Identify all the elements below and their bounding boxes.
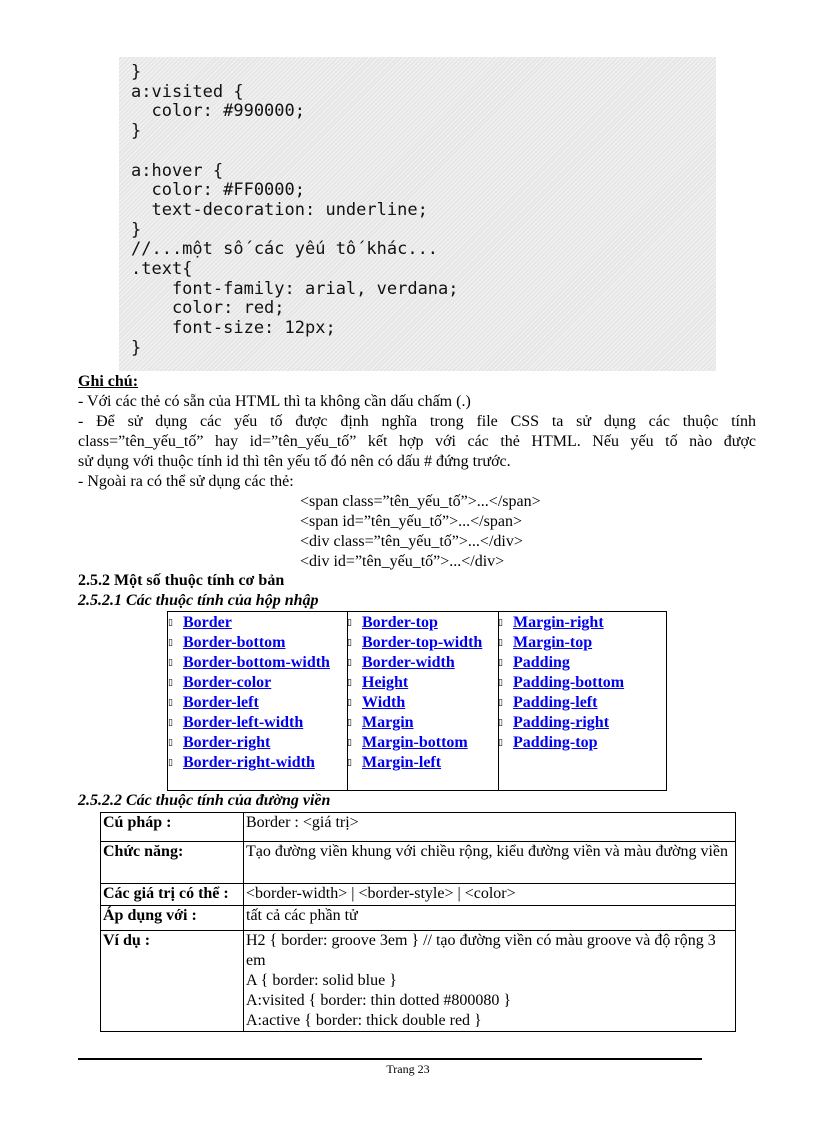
property-item — [498, 693, 597, 713]
property-link[interactable]: Border-bottom-width — [183, 654, 330, 671]
table-row — [101, 884, 736, 906]
row-label: Ví dụ : — [101, 931, 244, 1032]
row-label: Cú pháp : — [101, 813, 244, 842]
bullet-icon: ▯ — [347, 618, 352, 628]
bullet-icon: ▯ — [168, 758, 173, 768]
page-number: Trang 23 — [386, 1062, 430, 1076]
property-link[interactable]: Margin-top — [513, 634, 593, 651]
table-row — [101, 813, 736, 842]
property-link[interactable]: Margin-right — [513, 614, 604, 631]
property-item — [168, 713, 303, 733]
property-link[interactable]: Margin-left — [362, 754, 442, 771]
property-item — [168, 733, 270, 753]
bullet-icon: ▯ — [498, 698, 503, 708]
property-link[interactable]: Border — [183, 614, 232, 631]
table-row — [101, 906, 736, 931]
property-link[interactable]: Padding — [513, 654, 570, 671]
bullet-icon: ▯ — [498, 638, 503, 648]
property-link[interactable]: Border-bottom — [183, 634, 286, 651]
note-para-2a: - Để sử dụng các yếu tố được định nghĩa trong file CSS ta sử dụng các thuộc tính — [78, 413, 756, 430]
property-link[interactable]: Margin-bottom — [362, 734, 468, 751]
property-item — [498, 713, 609, 733]
value-line: A:active { border: thick double red } — [246, 1012, 482, 1029]
bullet-icon: ▯ — [347, 658, 352, 668]
note-para-2b: class=”tên_yếu_tố” hay id=”tên_yếu_tố” kết hợp với các thẻ HTML. Nếu yếu tố nào được — [78, 433, 756, 450]
property-link[interactable]: Margin — [362, 714, 414, 731]
properties-table — [167, 611, 667, 791]
bullet-icon: ▯ — [498, 718, 503, 728]
property-item — [347, 693, 405, 713]
bullet-icon: ▯ — [168, 638, 173, 648]
properties-column-3 — [498, 612, 667, 790]
row-value — [244, 906, 736, 931]
bullet-icon: ▯ — [498, 618, 503, 628]
bullet-icon: ▯ — [168, 618, 173, 628]
bullet-icon: ▯ — [168, 738, 173, 748]
property-link[interactable]: Border-left-width — [183, 714, 304, 731]
note-line-3: - Ngoài ra có thể sử dụng các thẻ: — [78, 473, 294, 490]
property-link[interactable]: Height — [362, 674, 409, 691]
note-title: Ghi chú: — [78, 373, 139, 390]
value-line: Border : <giá trị> — [246, 814, 359, 831]
subsection-heading-2: 2.5.2.2 Các thuộc tính của đường viền — [78, 792, 331, 809]
row-value — [244, 931, 736, 1032]
property-link[interactable]: Border-right-width — [183, 754, 315, 771]
bullet-icon: ▯ — [347, 738, 352, 748]
property-item — [498, 653, 570, 673]
bullet-icon: ▯ — [168, 698, 173, 708]
row-label: Áp dụng với : — [101, 906, 244, 931]
note-para-2c: sử dụng với thuộc tính id thì tên yếu tố đó nên có dấu # đứng trước. — [78, 453, 511, 470]
border-syntax-table — [100, 812, 736, 1032]
value-line: A:visited { border: thin dotted #800080 } — [246, 992, 512, 1009]
property-link[interactable]: Border-top — [362, 614, 438, 631]
property-link[interactable]: Padding-top — [513, 734, 598, 751]
example-line: <span class=”tên_yếu_tố”>...</span> — [300, 493, 541, 510]
row-value — [244, 842, 736, 884]
code-block — [119, 57, 716, 371]
bullet-icon: ▯ — [498, 678, 503, 688]
property-item — [168, 633, 286, 653]
property-link[interactable]: Padding-right — [513, 714, 610, 731]
property-item — [168, 693, 259, 713]
property-link[interactable]: Border-right — [183, 734, 271, 751]
row-value — [244, 884, 736, 906]
bullet-icon: ▯ — [498, 658, 503, 668]
property-item — [498, 733, 597, 753]
note-line-1: - Với các thẻ có sẵn của HTML thì ta không cần dấu chấm (.) — [78, 393, 471, 410]
bullet-icon: ▯ — [347, 698, 352, 708]
property-item — [347, 613, 438, 633]
property-link[interactable]: Border-width — [362, 654, 455, 671]
code-text: } a:visited { color: #990000; } a:hover { color: #FF0000; text-decoration: underline; } //...một số các yếu tố khác... .text{ font-family: arial, verdana; color: red; font-size: 12px; } — [131, 62, 459, 358]
property-link[interactable]: Padding-bottom — [513, 674, 625, 691]
value-line: tất cả các phần tử — [246, 907, 358, 924]
property-item — [168, 673, 271, 693]
table-row — [101, 931, 736, 1032]
section-heading: 2.5.2 Một số thuộc tính cơ bản — [78, 572, 285, 589]
value-line: H2 { border: groove 3em } // tạo đường viền có màu groove và độ rộng 3 em — [246, 932, 716, 969]
property-item — [498, 673, 624, 693]
property-item — [347, 733, 468, 753]
example-line: <span id=”tên_yếu_tố”>...</span> — [300, 513, 522, 530]
bullet-icon: ▯ — [168, 718, 173, 728]
property-item — [498, 613, 604, 633]
example-line: <div class=”tên_yếu_tố”>...</div> — [300, 533, 523, 550]
property-item — [168, 653, 330, 673]
property-link[interactable]: Padding-left — [513, 694, 598, 711]
property-item — [498, 633, 592, 653]
bullet-icon: ▯ — [347, 758, 352, 768]
bullet-icon: ▯ — [347, 638, 352, 648]
property-link[interactable]: Border-left — [183, 694, 259, 711]
row-label: Các giá trị có thể : — [101, 884, 244, 906]
property-link[interactable]: Border-top-width — [362, 634, 483, 651]
example-line: <div id=”tên_yếu_tố”>...</div> — [300, 553, 505, 570]
row-label: Chức năng: — [101, 842, 244, 884]
table-row — [101, 842, 736, 884]
bullet-icon: ▯ — [347, 678, 352, 688]
value-line: Tạo đường viền khung với chiều rộng, kiểu đường viền và màu đường viền — [246, 843, 728, 860]
property-link[interactable]: Width — [362, 694, 406, 711]
row-value — [244, 813, 736, 842]
property-item — [347, 633, 482, 653]
bullet-icon: ▯ — [347, 718, 352, 728]
subsection-heading-1: 2.5.2.1 Các thuộc tính của hộp nhập — [78, 592, 319, 609]
bullet-icon: ▯ — [168, 658, 173, 668]
properties-column-2 — [347, 612, 499, 790]
property-item — [347, 713, 414, 733]
bullet-icon: ▯ — [168, 678, 173, 688]
property-item — [347, 673, 408, 693]
property-item — [168, 753, 315, 773]
property-item — [347, 653, 455, 673]
value-line: A { border: solid blue } — [246, 972, 397, 989]
property-item — [347, 753, 441, 773]
property-link[interactable]: Border-color — [183, 674, 272, 691]
bullet-icon: ▯ — [498, 738, 503, 748]
value-line: <border-width> | <border-style> | <color> — [246, 885, 516, 902]
property-item — [168, 613, 232, 633]
properties-column-1 — [168, 612, 348, 790]
footer-divider — [78, 1058, 702, 1060]
